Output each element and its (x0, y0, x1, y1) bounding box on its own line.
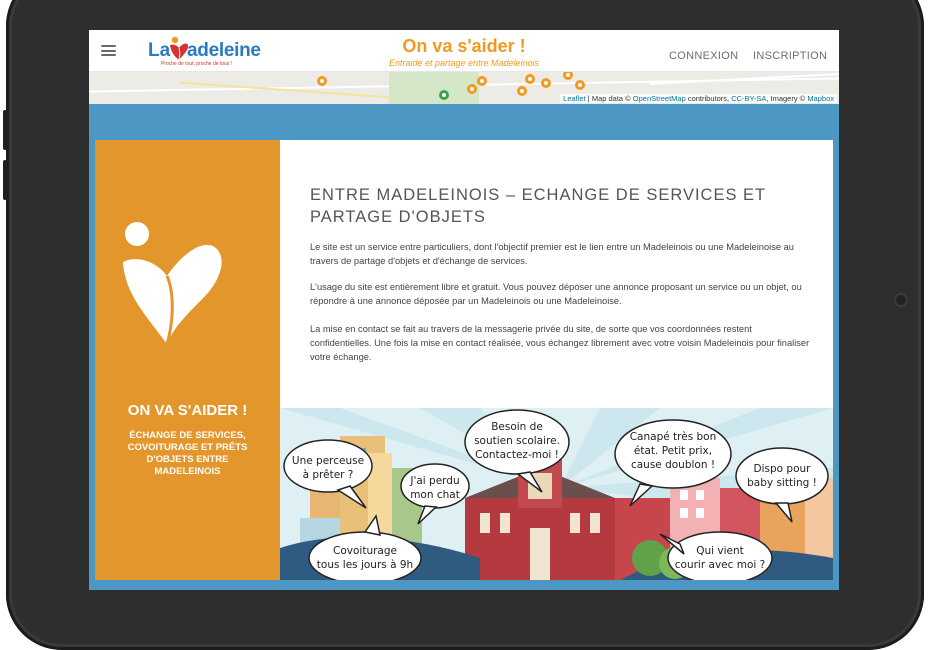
map-marker-icon[interactable] (575, 80, 585, 90)
sidebar-panel (95, 140, 280, 580)
neighborhood-illustration (280, 408, 833, 580)
map-marker-icon[interactable] (439, 90, 449, 100)
mapbox-link[interactable]: Mapbox (807, 94, 834, 103)
sidebar-description: ÉCHANGE DE SERVICES, COVOITURAGE ET PRÊTS D'OBJETS ENTRE MADELEINOIS (127, 430, 248, 477)
main-content (280, 140, 833, 580)
bubble-chat-line2: mon chat (410, 489, 460, 501)
browser-screen (89, 30, 839, 590)
map-marker-icon[interactable] (467, 84, 477, 94)
bubble-babysitting-line2: baby sitting ! (747, 477, 817, 489)
contact-paragraph: La mise en contact se fait au travers de la messagerie privée du site, de sorte que vos coordonnées restent confidentielles. Une fois la mise en contact réalisée, vous échangez librement avec votre voisin Madeleinois pour finaliser votre échange. (310, 324, 810, 362)
usage-paragraph: L'usage du site est entièrement libre et gratuit. Vous pouvez déposer une annonce proposant un service ou un objet, ou répondre à une annonce déposée par un Madeleinois ou une Madeleinoise. (310, 282, 802, 306)
content-card (95, 140, 833, 580)
sidebar-title: ON VA S'AIDER ! (127, 402, 248, 419)
map-attribution-text: , Imagery © (766, 94, 808, 103)
logo-text-madeleine: adeleine (187, 40, 261, 61)
bubble-soutien-line3: Contactez-moi ! (475, 449, 559, 461)
site-header (89, 30, 839, 72)
map-marker-icon[interactable] (563, 72, 573, 80)
bubble-perceuse-line1: Une perceuse (291, 455, 365, 467)
map-attribution-text: contributors, (685, 94, 732, 103)
intro-paragraph: Le site est un service entre particuliers, dont l'objectif premier est le lien entre un Madeleinois ou une Madeleinoise au travers de partage d'objets et d'échange de services. (310, 242, 794, 266)
map-attribution (560, 94, 837, 103)
map-marker-icon[interactable] (317, 76, 327, 86)
bubble-babysitting-line1: Dispo pour (753, 463, 811, 475)
bubble-covoiturage-line1: Covoiturage (333, 545, 397, 557)
camera-icon (894, 293, 908, 307)
bubble-chat-line1: J'ai perdu (410, 475, 460, 487)
page-title: ENTRE MADELEINOIS – ECHANGE DE SERVICES ET PARTAGE D'OBJETS (310, 186, 766, 226)
hamburger-menu-icon[interactable] (101, 45, 116, 56)
logo-text-la: La (148, 40, 171, 61)
bubble-courir-line2: courir avec moi ? (674, 559, 766, 571)
bubble-canape-line3: cause doublon ! (630, 459, 716, 471)
header-subtitle: Entraide et partage entre Madeleinois (388, 58, 540, 68)
volume-down-button (3, 160, 7, 200)
bubble-courir-line1: Qui vient (696, 545, 744, 557)
osm-link[interactable]: OpenStreetMap (632, 94, 686, 103)
bubble-canape-line1: Canapé très bon (629, 431, 717, 443)
heart-logo-icon (115, 214, 235, 354)
leaflet-link[interactable]: Leaflet (563, 94, 586, 103)
bubble-soutien-line2: soutien scolaire. (474, 435, 560, 447)
bubble-covoiturage-line2: tous les jours à 9h (316, 559, 414, 571)
license-link[interactable]: CC-BY-SA (731, 94, 767, 103)
site-logo[interactable] (145, 34, 275, 68)
header-title: On va s'aider ! (402, 36, 526, 56)
map-marker-icon[interactable] (525, 74, 535, 84)
map-marker-icon[interactable] (477, 76, 487, 86)
volume-up-button (3, 110, 7, 150)
bubble-canape-line2: état. Petit prix, (633, 445, 713, 457)
map-attribution-text: | Map data © (585, 94, 633, 103)
illustration-svg (280, 408, 833, 580)
map-marker-icon[interactable] (541, 78, 551, 88)
login-link[interactable]: CONNEXION (669, 50, 739, 62)
bubble-soutien-line1: Besoin de (491, 421, 543, 433)
register-link[interactable]: INSCRIPTION (753, 50, 828, 62)
map-park (389, 72, 479, 104)
logo-tagline: Proche de tout, proche de tous ! (161, 61, 233, 67)
bubble-perceuse-line2: à prêter ? (302, 469, 354, 481)
map-marker-icon[interactable] (517, 86, 527, 96)
map-strip[interactable] (89, 72, 839, 104)
